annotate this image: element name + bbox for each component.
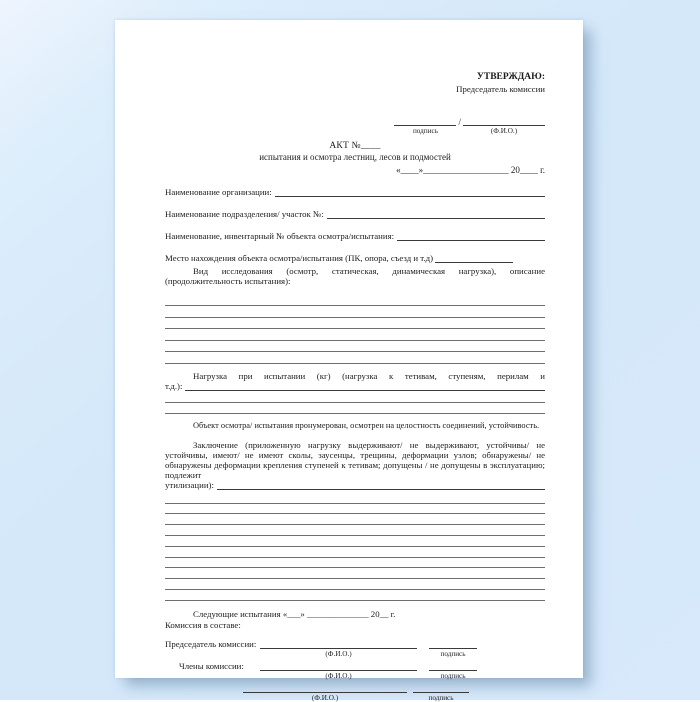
- approve-fio-blank: [463, 116, 545, 135]
- approve-signature-blank: [394, 116, 456, 135]
- member-signature-blank: [413, 683, 469, 702]
- member-fio-blank: [260, 661, 417, 680]
- conclusion-paragraph: Заключение (приложенную нагрузку выдерживают/ не выдерживают, устойчивы/ не устойчивы, имеют/ не имеют сколы, заусенцы, трещины, деформации узлов; обнаружены/ не обнаружены деформации крепления ступеней к тетивам; допущены / не допущены в эксплуатацию; подлежит: [165, 439, 545, 480]
- act-date-line: «____»___________________ 20____ г.: [396, 165, 545, 175]
- signatures-block: [165, 639, 477, 702]
- blank-line: [165, 525, 545, 536]
- field-object-name-label: Наименование, инвентарный № объекта осмотра/испытания:: [165, 231, 395, 241]
- load-blank-lines: [165, 393, 545, 414]
- blank-line: [165, 547, 545, 558]
- fio-caption: (Ф.И.О.): [325, 671, 352, 680]
- load-tail-label: т.д.):: [165, 380, 183, 391]
- field-organization-blank: [275, 196, 545, 197]
- members-label: Члены комиссии:: [179, 660, 244, 671]
- signature-line: [429, 639, 477, 649]
- title-block: [165, 141, 545, 175]
- fio-line: [260, 661, 417, 671]
- field-organization-label: Наименование организации:: [165, 187, 272, 197]
- fio-line: [260, 639, 417, 649]
- members-signature-row: [165, 661, 477, 680]
- field-location-label: Место нахождения объекта осмотра/испытания (ПК, опора, съезд и т.д): [165, 253, 434, 263]
- conclusion-paragraph-tail: [165, 480, 545, 490]
- blank-line: [165, 514, 545, 525]
- chairman-signature-blank: [429, 639, 477, 658]
- research-blank-lines: [165, 295, 545, 364]
- blank-line: [165, 536, 545, 547]
- approve-heading: УТВЕРЖДАЮ:: [476, 72, 545, 82]
- blank-line: [165, 341, 545, 353]
- act-subtitle: испытания и осмотра лестниц, лесов и подмостей: [259, 152, 451, 162]
- fio-line: [243, 683, 407, 693]
- blank-line: [165, 579, 545, 590]
- fio-caption: (Ф.И.О.): [490, 127, 518, 135]
- signature-caption: подпись: [428, 693, 454, 702]
- signature-line: [394, 116, 456, 126]
- signature-line: [413, 683, 469, 693]
- fio-caption: (Ф.И.О.): [325, 649, 352, 658]
- conclusion-blank-lines: [165, 493, 545, 601]
- conclusion-blank: [217, 489, 545, 490]
- field-object-name: [165, 231, 545, 241]
- blank-line: [165, 568, 545, 579]
- member2-signature-row: [165, 683, 477, 702]
- blank-line: [165, 403, 545, 414]
- approve-signature-row: [165, 116, 545, 135]
- next-tests-line: Следующие испытания «___» ______________ 20__ г.: [193, 608, 396, 619]
- signature-caption: подпись: [440, 671, 466, 680]
- form-fields: [165, 187, 545, 263]
- blank-line: [165, 318, 545, 330]
- blank-line: [165, 504, 545, 515]
- blank-line: [165, 295, 545, 307]
- signature-caption: подпись: [412, 127, 439, 135]
- commission-label: Комиссия в составе:: [165, 619, 241, 630]
- member-signature-blank: [429, 661, 477, 680]
- blank-line: [165, 352, 545, 364]
- field-subdivision-label: Наименование подразделения/ участок №:: [165, 209, 324, 219]
- slash-separator: /: [458, 117, 461, 127]
- approve-role: Председатель комиссии: [456, 84, 545, 94]
- signature-line: [429, 661, 477, 671]
- conclusion-tail-label: утилизации):: [165, 479, 214, 490]
- field-subdivision: [165, 209, 545, 219]
- field-subdivision-blank: [327, 218, 545, 219]
- field-object-name-blank: [397, 240, 545, 241]
- blank-line: [165, 590, 545, 601]
- fio-caption: (Ф.И.О.): [311, 693, 339, 702]
- field-location: [165, 253, 545, 263]
- signature-caption: подпись: [440, 649, 466, 658]
- research-type-paragraph: Вид исследования (осмотр, статическая, динамическая нагрузка), описание (продолжительность испытания):: [165, 266, 545, 286]
- object-statement: Объект осмотра/ испытания пронумерован, осмотрен на целостность соединений, устойчивость.: [193, 420, 540, 430]
- field-organization: [165, 187, 545, 197]
- chairman-signature-row: [165, 639, 477, 658]
- load-paragraph-tail: [165, 381, 545, 391]
- document-page: [115, 20, 583, 702]
- blank-line: [165, 558, 545, 569]
- member-fio-blank: [243, 683, 407, 702]
- load-blank: [185, 390, 545, 391]
- blank-line: [165, 329, 545, 341]
- act-number-title: АКТ №____: [329, 141, 381, 151]
- blank-line: [165, 493, 545, 504]
- blank-line: [165, 393, 545, 404]
- chairman-label: Председатель комиссии:: [165, 638, 257, 649]
- approve-block: [165, 72, 545, 135]
- load-paragraph: Нагрузка при испытании (кг) (нагрузка к тетивам, ступеням, перилам и: [193, 370, 545, 381]
- blank-line: [165, 306, 545, 318]
- chairman-fio-blank: [260, 639, 417, 658]
- fio-line: [463, 116, 545, 126]
- field-location-blank: [435, 262, 513, 263]
